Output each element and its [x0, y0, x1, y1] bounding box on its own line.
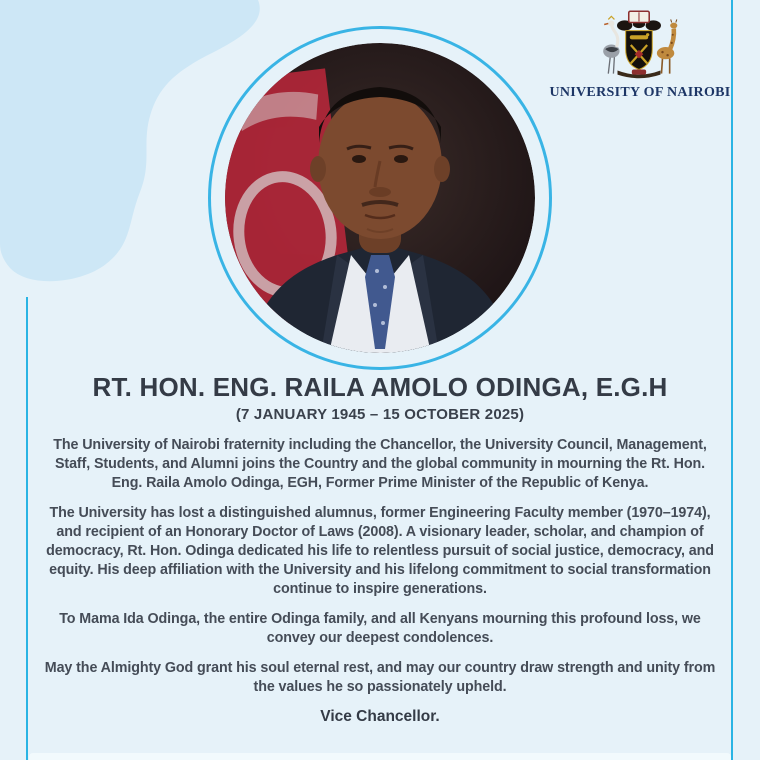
left-accent-line: [26, 297, 28, 760]
memorial-paragraph-3: To Mama Ida Odinga, the entire Odinga family, and all Kenyans mourning this profound loss, we convey our deepest condolences.: [59, 611, 701, 646]
memorial-paragraph-1: The University of Nairobi fraternity including the Chancellor, the University Council, Management, Staff, Students, and Alumni joins the Country and the global community in mourning the Rt. Hon. Eng. Raila Amolo Odinga, EGH, Former Prime Minister of the Republic of Kenya.: [53, 437, 707, 491]
portrait: [208, 26, 552, 370]
university-logo: [548, 8, 732, 101]
memorial-content: [38, 372, 722, 726]
memorial-paragraph-4: May the Almighty God grant his soul eternal rest, and may our country draw strength and unity from the values he so passionately upheld.: [44, 660, 716, 695]
university-name-text: UNIVERSITY OF NAIROBI: [549, 85, 731, 100]
memorial-paragraph-2: The University has lost a distinguished alumnus, former Engineering Faculty member (1970–1974), and recipient of an Honorary Doctor of Laws (2008). A visionary leader, scholar, and champion of democracy, Rt. Hon. Odinga dedicated his life to relentless pursuit of social justice, democracy, and equity. His deep affiliation with the University and his lifelong commitment to social transformation continue to inspire generations.: [46, 505, 714, 597]
memorial-dates: (7 JANUARY 1945 – 15 OCTOBER 2025): [235, 406, 525, 423]
right-accent-line: [731, 0, 733, 760]
portrait-photo: [225, 43, 535, 353]
university-crest-icon: [595, 8, 685, 84]
signature: Vice Chancellor.: [320, 708, 440, 725]
bottom-divider: [29, 753, 731, 760]
memorial-name: RT. HON. ENG. RAILA AMOLO ODINGA, E.G.H: [92, 372, 668, 402]
